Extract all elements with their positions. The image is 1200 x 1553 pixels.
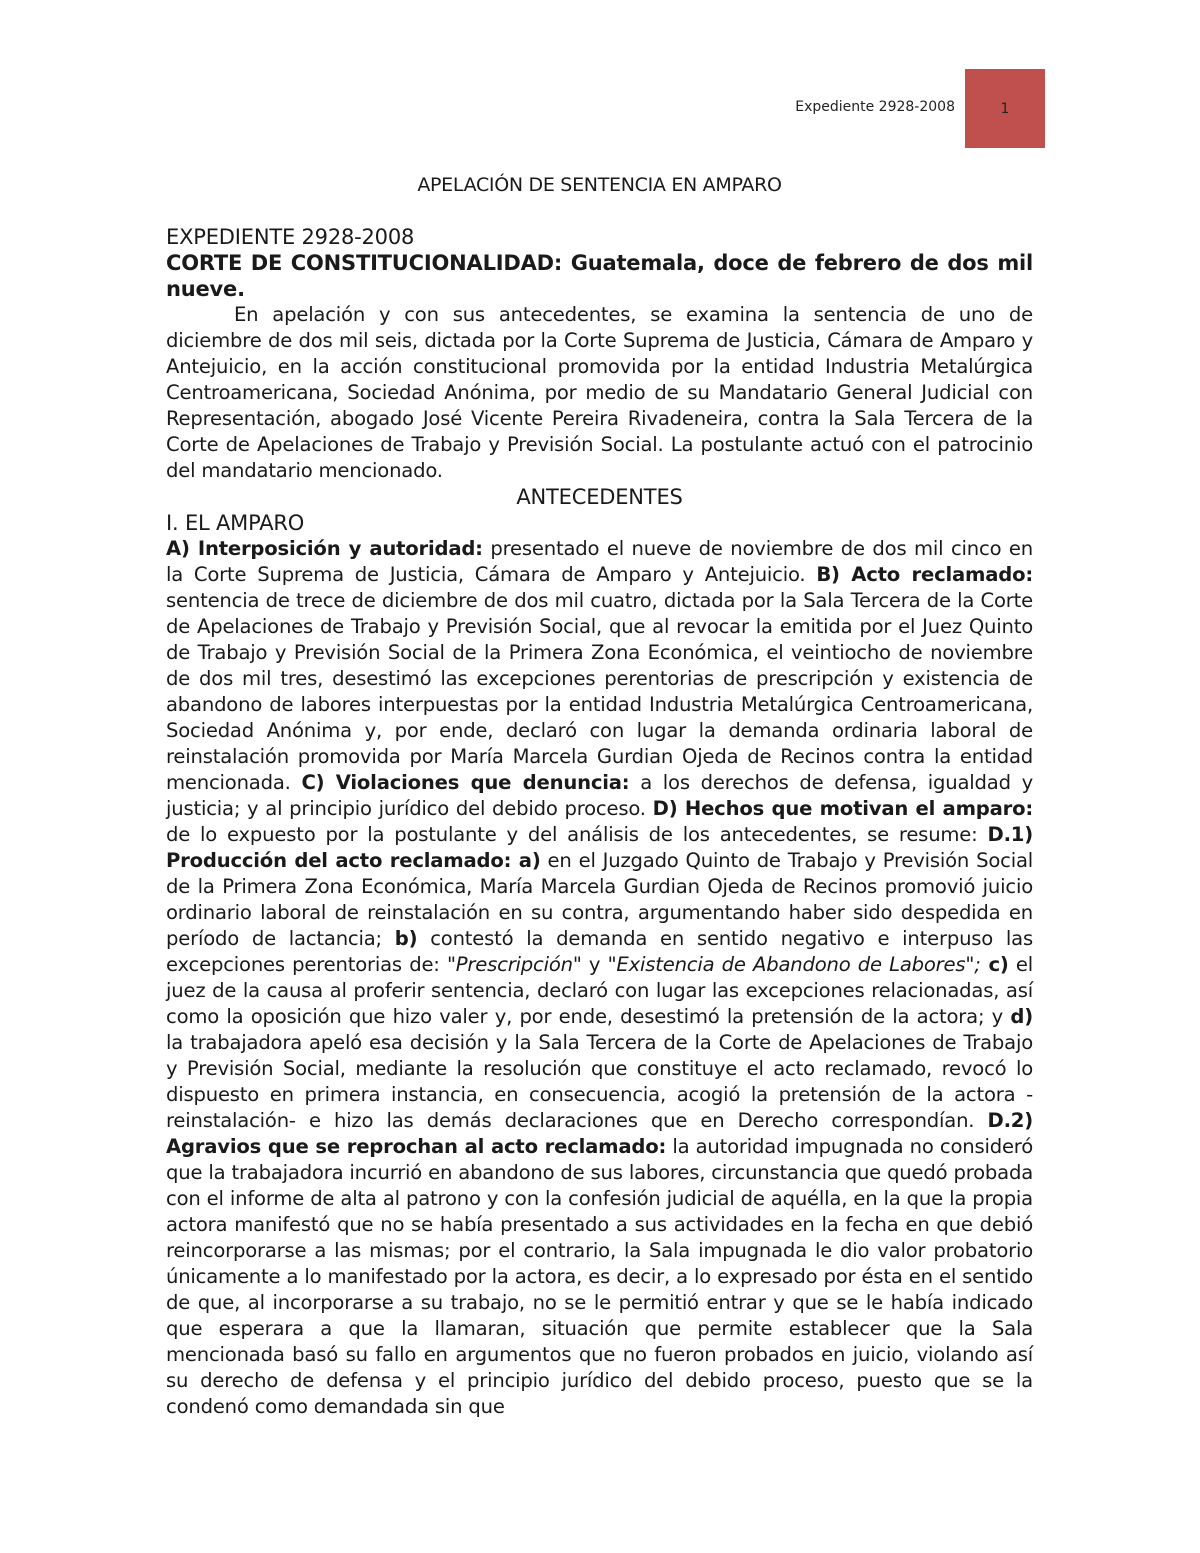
court-line-text: CORTE DE CONSTITUCIONALIDAD: Guatemala, doce de febrero de dos mil nueve. <box>166 251 1033 301</box>
label-b: B) Acto reclamado: <box>816 563 1033 586</box>
text-b: sentencia de trece de diciembre de dos mil cuatro, dictada por la Sala Tercera de la Corte de Apelaciones de Trabajo y Previsión Social, que al revocar la emitida por el Juez Quinto de Trabajo y Previsión Social de la Primera Zona Económica, el veintiocho de noviembre de dos mil tres, desestimó las excepciones perentorias de prescripción y existencia de abandono de labores interpuestas por la entidad Industria Metalúrgica Centroamericana, Sociedad Anónima y, por ende, declaró con lugar la demanda ordinaria laboral de reinstalación promovida por María Marcela Gurdian Ojeda de Recinos contra la entidad mencionada. <box>166 589 1033 794</box>
exception-abandono: "Existencia de Abandono de Labores"; <box>607 953 981 976</box>
amparo-paragraph <box>166 536 1033 1420</box>
intro-paragraph: En apelación y con sus antecedentes, se examina la sentencia de uno de diciembre de dos mil seis, dictada por la Corte Suprema de Justicia, Cámara de Amparo y Antejuicio, en la acción constitucional promovida por la entidad Industria Metalúrgica Centroamericana, Sociedad Anónima, por medio de su Mandatario General Judicial con Representación, abogado José Vicente Pereira Rivadeneira, contra la Sala Tercera de la Corte de Apelaciones de Trabajo y Previsión Social. La postulante actuó con el patrocinio del mandatario mencionado. <box>166 303 1033 482</box>
exception-prescripcion: "Prescripción" <box>446 953 582 976</box>
label-d2: D.2) Agravios que se reprochan al acto reclamado: <box>166 1109 1033 1158</box>
text-sub-c: el juez de la causa al proferir sentencia, declaró con lugar las excepciones relacionadas, así como la oposición que hizo valer y, por ende, desestimó la pretensión de la actora; y <box>166 953 1033 1028</box>
label-c: C) Violaciones que denuncia: <box>301 771 630 794</box>
label-d1: D.1) Producción del acto reclamado: <box>166 823 1033 872</box>
expediente-line: EXPEDIENTE 2928-2008 <box>166 225 415 249</box>
label-sub-c: c) <box>980 953 1009 976</box>
text-sub-d: la trabajadora apeló esa decisión y la Sala Tercera de la Corte de Apelaciones de Trabajo y Previsión Social, mediante la resolución que constituye el acto reclamado, revocó lo dispuesto en primera instancia, en consecuencia, acogió la pretensión de la actora -reinstalación- e hizo las demás declaraciones que en Derecho correspondían. <box>166 1031 1033 1132</box>
header-expediente: Expediente 2928-2008 <box>795 99 955 115</box>
label-sub-b: b) <box>394 927 418 950</box>
page-number: 1 <box>1000 100 1010 117</box>
antecedentes-heading: ANTECEDENTES <box>516 485 683 509</box>
section-heading-amparo: I. EL AMPARO <box>166 511 305 535</box>
text-d: de lo expuesto por la postulante y del análisis de los antecedentes, se resume: <box>166 823 988 846</box>
label-a: A) Interposición y autoridad: <box>166 537 483 560</box>
label-sub-a: a) <box>511 849 541 872</box>
text-sub-b: contestó la demanda en sentido negativo e interpuso las excepciones perentorias de: <box>166 927 1033 976</box>
page-number-box <box>965 69 1045 148</box>
text-d2: la autoridad impugnada no consideró que la trabajadora incurrió en abandono de sus labores, circunstancia que quedó probada con el informe de alta al patrono y con la confesión judicial de aquélla, en la que la propia actora manifestó que no se había presentado a sus actividades en la fecha en que debió reincorporarse a las mismas; por el contrario, la Sala impugnada le dio valor probatorio únicamente a lo manifestado por la actora, es decir, a lo expresado por ésta en el sentido de que, al incorporarse a su trabajo, no se le permitió entrar y que se le había indicado que esperara a que la llamaran, situación que permite establecer que la Sala mencionada basó su fallo en argumentos que no fueron probados en juicio, violando así su derecho de defensa y el principio jurídico del debido proceso, puesto que se la condenó como demandada sin que <box>166 1135 1034 1418</box>
label-sub-d: d) <box>1010 1005 1033 1028</box>
label-d: D) Hechos que motivan el amparo: <box>652 797 1033 820</box>
text-c: a los derechos de defensa, igualdad y justicia; y al principio jurídico del debido proceso. <box>166 771 1033 820</box>
court-line <box>166 250 1033 302</box>
text-a: presentado el nueve de noviembre de dos mil cinco en la Corte Suprema de Justicia, Cámara de Amparo y Antejuicio. <box>166 537 1033 586</box>
document-title: APELACIÓN DE SENTENCIA EN AMPARO <box>417 174 782 196</box>
document-body <box>166 172 1033 1420</box>
text-sub-a: en el Juzgado Quinto de Trabajo y Previsión Social de la Primera Zona Económica, María Marcela Gurdian Ojeda de Recinos promovió juicio ordinario laboral de reinstalación en su contra, argumentando haber sido despedida en período de lactancia; <box>166 849 1033 950</box>
text-y: y <box>581 953 608 976</box>
